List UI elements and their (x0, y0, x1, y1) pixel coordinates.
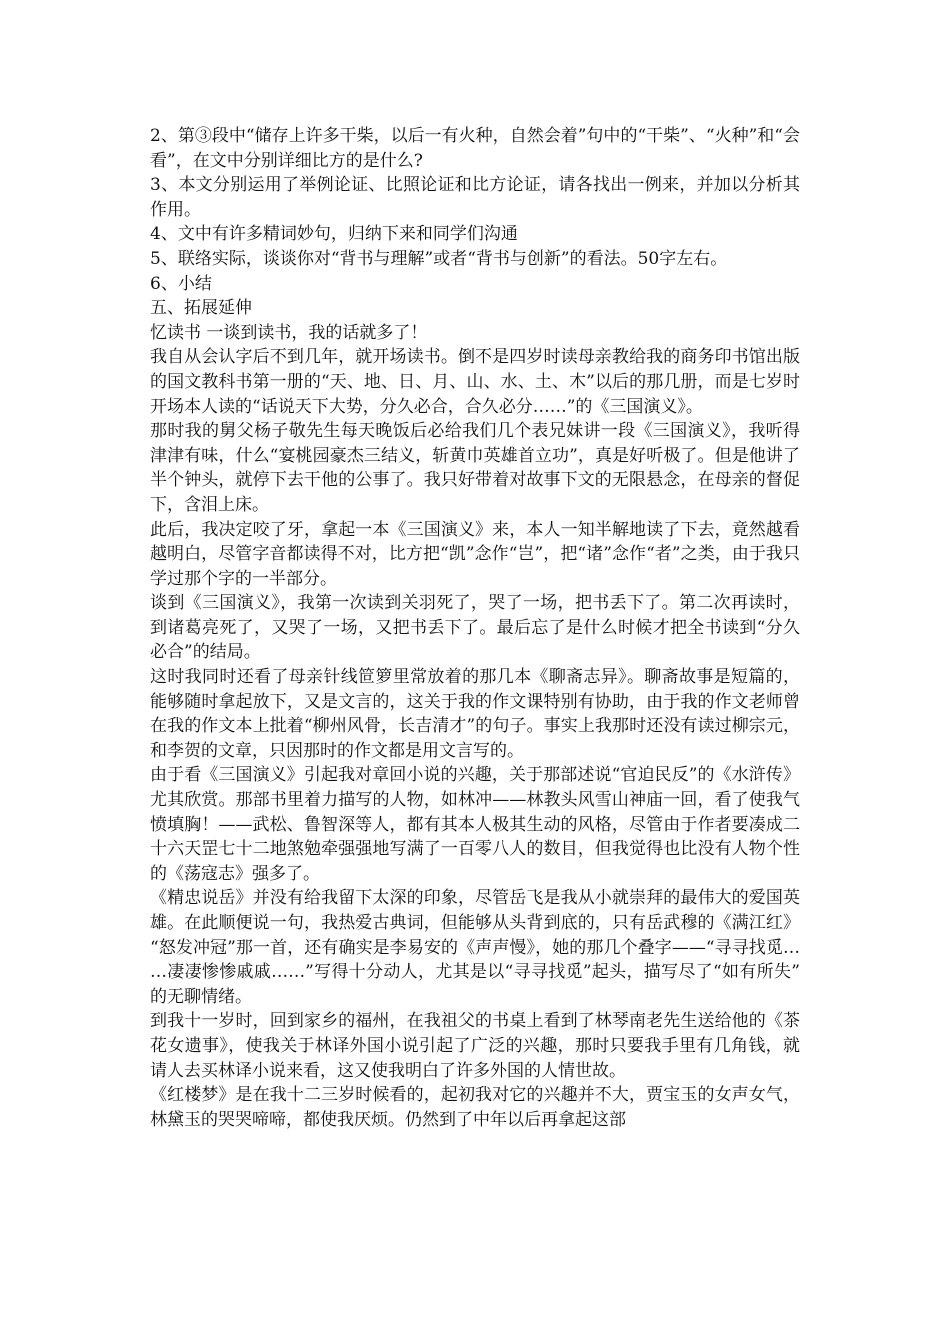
essay-title-line: 忆读书 一谈到读书，我的话就多了！ (150, 322, 428, 343)
essay-paragraph: 谈到《三国演义》，我第一次读到关羽死了，哭了一场，把书丢下了。第二次再读时，到诸葛亮死了，又哭了一场，又把书丢下了。最后忘了是什么时候才把全书读到“分久必合”的结局。 (150, 593, 800, 663)
essay-paragraph: 这时我同时还看了母亲针线笸箩里常放着的那几本《聊斋志异》。聊斋故事是短篇的，能够随时拿起放下，又是文言的，这关于我的作文课特别有协助，由于我的作文老师曾在我的作文本上批着“柳州风骨，长吉清才”的句子。事实上我那时还没有读过柳宗元，和李贺的文章，只因那时的作文都是用文言写的。 (150, 667, 800, 761)
essay-paragraph: 那时我的舅父杨子敬先生每天晚饭后必给我们几个表兄妹讲一段《三国演义》，我听得津津有味，什么“宴桃园豪杰三结义，斩黄巾英雄首立功”，真是好听极了。但是他讲了半个钟头，就停下去干他的公事了。我只好带着对故事下文的无限悬念，在母亲的督促下，含泪上床。 (150, 421, 800, 515)
document-body (150, 124, 800, 1132)
essay-paragraph: 此后，我决定咬了牙，拿起一本《三国演义》来，本人一知半解地读了下去，竟然越看越明白，尽管字音都读得不对，比方把“凯”念作“岂”，把“诸”念作“者”之类，由于我只学过那个字的一半部分。 (150, 519, 800, 589)
essay-paragraph: 《红楼梦》是在我十二三岁时候看的，起初我对它的兴趣并不大，贾宝玉的女声女气，林黛玉的哭哭啼啼，都使我厌烦。仍然到了中年以后再拿起这部 (150, 1085, 800, 1130)
question-4: 4、文中有许多精词妙句，归纳下来和同学们沟通 (150, 224, 518, 245)
question-6: 6、小结 (150, 273, 212, 294)
question-5: 5、联络实际，谈谈你对“背书与理解”或者“背书与创新”的看法。50字左右。 (150, 248, 728, 269)
essay-paragraph: 我自从会认字后不到几年，就开场读书。倒不是四岁时读母亲教给我的商务印书馆出版的国文教科书第一册的“天、地、日、月、山、水、土、木”以后的那几册，而是七岁时开场本人读的“话说天下大势，分久必合，合久必分……”的《三国演义》。 (150, 347, 800, 417)
question-3: 3、本文分别运用了举例论证、比照论证和比方论证，请各找出一例来，并加以分析其作用。 (150, 175, 800, 220)
essay-paragraph: 到我十一岁时，回到家乡的福州，在我祖父的书桌上看到了林琴南老先生送给他的《茶花女遗事》，使我关于林译外国小说引起了广泛的兴趣，那时只要我手里有几角钱，就请人去买林译小说来看，这又使我明白了许多外国的人情世故。 (150, 1011, 800, 1081)
essay-paragraph: 由于看《三国演义》引起我对章回小说的兴趣，关于那部述说“官迫民反”的《水浒传》尤其欣赏。那部书里着力描写的人物，如林冲——林教头风雪山神庙一回，看了使我气愤填胸！——武松、鲁智深等人，都有其本人极其生动的风格，尽管由于作者要凑成二十六天罡七十二地煞勉牵强强地写满了一百零八人的数目，但我觉得也比没有人物个性的《荡寇志》强多了。 (150, 765, 800, 884)
question-2: 2、第③段中“储存上许多干柴，以后一有火种，自然会着”句中的“干柴”、“火种”和“会看”，在文中分别详细比方的是什么? (150, 126, 800, 171)
section-heading: 五、拓展延伸 (150, 298, 252, 319)
essay-paragraph: 《精忠说岳》并没有给我留下太深的印象，尽管岳飞是我从小就崇拜的最伟大的爱国英雄。在此顺便说一句，我热爱古典词，但能够从头背到底的，只有岳武穆的《满江红》“怒发冲冠”那一首，还有确实是李易安的《声声慢》，她的那几个叠字——“寻寻找觅……凄凄惨惨戚戚……”写得十分动人，尤其是以“寻寻找觅”起头，描写尽了“如有所失”的无聊情绪。 (150, 888, 800, 1007)
